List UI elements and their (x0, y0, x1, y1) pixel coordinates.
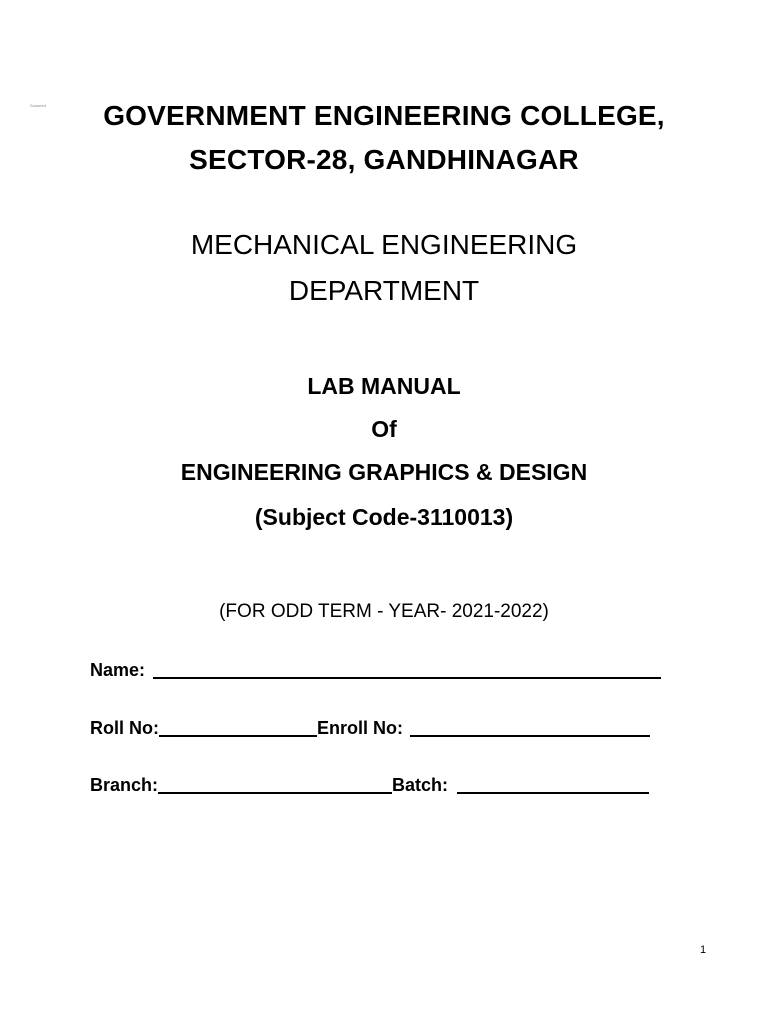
department-line1: MECHANICAL ENGINEERING (190, 229, 578, 260)
subject-code: (Subject Code-3110013) (254, 504, 514, 530)
roll-label: Roll No: (90, 718, 159, 738)
enroll-input-line[interactable] (410, 717, 650, 737)
manual-of: Of (371, 416, 397, 442)
term-year: (FOR ODD TERM - YEAR- 2021-2022) (219, 601, 549, 622)
enroll-label: Enroll No: (317, 718, 403, 738)
name-label: Name: (90, 660, 146, 680)
scan-mark: Scanned (30, 103, 46, 108)
branch-input-line[interactable] (158, 774, 392, 794)
department-line2: DEPARTMENT (288, 275, 480, 306)
batch-label: Batch: (392, 775, 449, 795)
branch-batch-row (90, 774, 649, 796)
roll-input-line[interactable] (159, 717, 317, 737)
college-name-line1: GOVERNMENT ENGINEERING COLLEGE, (103, 100, 665, 131)
name-input-line[interactable] (153, 659, 661, 679)
branch-label: Branch: (90, 775, 159, 795)
name-field-row (90, 659, 661, 681)
page-number: 1 (700, 944, 707, 956)
subject-name: ENGINEERING GRAPHICS & DESIGN (180, 459, 588, 485)
roll-enroll-row (90, 717, 650, 739)
batch-input-line[interactable] (457, 774, 649, 794)
manual-title: LAB MANUAL (307, 373, 461, 399)
college-name-line2: SECTOR-28, GANDHINAGAR (189, 144, 579, 175)
